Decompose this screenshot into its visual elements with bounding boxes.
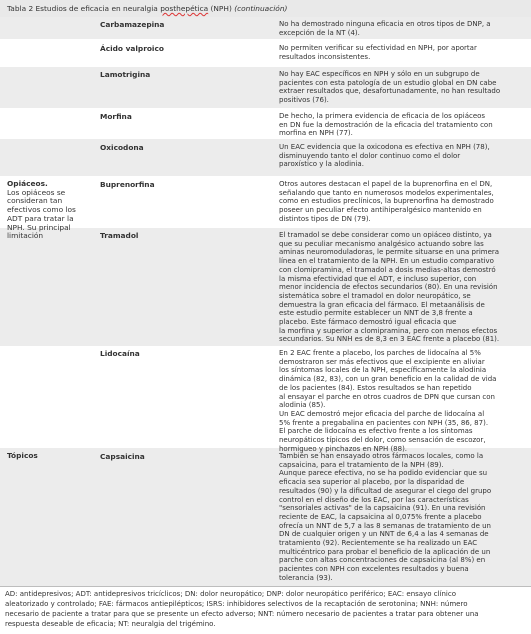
footnote-line: AD: antidepresivos; ADT: antidepresivos tricíclicos; DN: dolor neuropático; DNP: dolor neuropático periférico; EAC: ensayo clínico xyxy=(5,590,456,598)
desc-line: "sensoriales activas" de la capsaicina (91). En una revisión xyxy=(279,504,486,513)
drug-lamotrigina: Lamotrigina xyxy=(100,70,151,79)
caption-title-tail: (NPH) xyxy=(208,4,235,13)
desc-buprenorfina xyxy=(279,180,494,224)
desc-line: Un EAC demostró mejor eficacia del parche de lidocaína al xyxy=(279,409,485,418)
desc-line: hormigueo y pinchazos en NPH (88). xyxy=(279,444,408,453)
group-opiaceos-line: ADT para tratar la xyxy=(7,213,74,223)
desc-line: En 2 EAC frente a placebo, los parches de lidocaína al 5% xyxy=(279,349,481,357)
drug-buprenorfina: Buprenorfina xyxy=(100,180,155,189)
desc-line: sistemática sobre el tramadol en dolor neuropático, se xyxy=(279,291,471,300)
desc-line: paroxístico y la alodinia. xyxy=(279,160,364,169)
desc-line: poseer un peculiar efecto antihiperalgésico mantenido en xyxy=(279,206,482,215)
table-caption xyxy=(0,0,531,17)
desc-line: Otros autores destacan el papel de la buprenorfina en el DN, xyxy=(279,180,493,188)
group-opiaceos-line: NPH. Su principal xyxy=(7,222,71,232)
desc-lamotrigina xyxy=(279,70,500,105)
desc-line: distintos tipos de DN (79). xyxy=(279,214,371,223)
desc-carbamazepina xyxy=(279,20,491,37)
table-bottom-rule xyxy=(0,586,531,587)
desc-line: extraer resultados que, desafortunadamente, no han resultado xyxy=(279,87,501,96)
footnote-line: aleatorizado y controlado; FAE: fármacos antiepilépticos; ISRS: inhibidores selectivos de la recaptación de serotonina; NNH: número xyxy=(5,600,468,608)
desc-line: menor incidencia de efectos secundarios (80). En una revisión xyxy=(279,283,498,292)
desc-line: neuropáticos típicos del dolor, como sensación de escozor, xyxy=(279,436,486,445)
desc-line: demostraron ser más efectivos que el excipiente en aliviar xyxy=(279,357,485,366)
desc-capsaicina xyxy=(279,452,491,583)
desc-oxicodona xyxy=(279,143,490,169)
desc-line: resultados inconsistentes. xyxy=(279,52,371,61)
desc-line: capsaicina, para el tratamiento de la NPH (89). xyxy=(279,460,444,469)
desc-line: pacientes con NPH con excelentes resultados y buena xyxy=(279,565,469,574)
desc-line: No ha demostrado ninguna eficacia en otros tipos de DNP, a xyxy=(279,20,491,28)
desc-line: como en estudios preclínicos, la buprenorfina ha demostrado xyxy=(279,197,494,206)
group-topicos xyxy=(7,452,38,461)
desc-line: Un EAC evidencia que la oxicodona es efectiva en NPH (78), xyxy=(279,143,490,151)
group-opiaceos-line: efectivos como los xyxy=(7,205,76,215)
desc-line: Aunque parece efectiva, no se ha podido evidenciar que su xyxy=(279,469,488,478)
desc-line: eficacia sea superior al placebo, por la disparidad de xyxy=(279,478,465,487)
drug-capsaicina: Capsaicina xyxy=(100,452,145,461)
desc-line: control en el diseño de los EAC, por las características xyxy=(279,495,469,504)
desc-line: tratamiento (92). Recientemente se ha realizado un EAC xyxy=(279,539,478,548)
desc-line: disminuyendo tanto el dolor continuo como el dolor xyxy=(279,151,461,160)
desc-line: en DN fue la demostración de la eficacia del tratamiento con xyxy=(279,120,493,129)
desc-line: dinámica (82, 83), con un gran beneficio en la calidad de vida xyxy=(279,375,497,384)
group-opiaceos xyxy=(7,180,76,241)
desc-line: de los pacientes (84). Estos resultados se han repetido xyxy=(279,383,472,392)
drug-oxicodona: Oxicodona xyxy=(100,143,144,152)
footnote-line: necesario de paciente a tratar para que se presente un efecto adverso; NNT: número necesario de pacientes a tratar para obtener una xyxy=(5,610,479,618)
desc-lidocaina xyxy=(279,349,496,453)
desc-line: morfina en NPH (77). xyxy=(279,129,353,138)
desc-line: DN de cualquier origen y un NNT de 6,4 a las 4 semanas de xyxy=(279,530,489,539)
caption-title-pre: Tabla 2 Estudios de eficacia en neuralgia xyxy=(7,4,161,13)
desc-line: De hecho, la primera evidencia de eficacia de los opiáceos xyxy=(279,112,486,120)
group-opiaceos-line: Los opiáceos se xyxy=(7,187,66,197)
drug-carbamazepina: Carbamazepina xyxy=(100,20,165,29)
desc-line: resultados (90) y la dificultad de asegurar el ciego del grupo xyxy=(279,486,492,495)
desc-line: aminas neuromoduladoras, le permite situarse en una primera xyxy=(279,248,500,257)
desc-line: la morfina y superior a clomipramina, pero con menos efectos xyxy=(279,326,498,335)
group-opiaceos-title: Opiáceos. xyxy=(7,179,48,188)
caption-continuation: (continuación) xyxy=(234,4,288,13)
caption-title-post: posthepética xyxy=(160,4,209,13)
desc-line: 5% frente a pregabalina en pacientes con NPH (35, 86, 87). xyxy=(279,418,489,427)
desc-line: excepción de la NT (4). xyxy=(279,28,360,37)
desc-line: positivos (76). xyxy=(279,96,329,105)
desc-line: que su peculiar mecanismo analgésico actuando sobre las xyxy=(279,239,484,248)
footnote-line: respuesta deseable de eficacia; NT: neuralgia del trigémino. xyxy=(5,620,216,628)
desc-line: alodinia (85). xyxy=(279,401,326,410)
desc-line: señalando que tanto en numerosos modelos experimentales, xyxy=(279,188,494,197)
desc-morfina xyxy=(279,112,493,138)
desc-line: secundarios. Su NNH es de 8,3 en 3 EAC frente a placebo (81). xyxy=(279,335,500,344)
drug-tramadol: Tramadol xyxy=(100,231,139,240)
desc-line: tolerancia (93). xyxy=(279,573,333,582)
desc-line: los síntomas locales de la NPH, específicamente la alodinia xyxy=(279,366,487,375)
desc-line: El tramadol se debe considerar como un opiáceo distinto, ya xyxy=(279,231,492,239)
desc-line: placebo. Este fármaco demostró igual eficacia que xyxy=(279,318,457,327)
desc-tramadol xyxy=(279,231,499,344)
drug-morfina: Morfina xyxy=(100,112,132,121)
group-topicos-title: Tópicos xyxy=(7,451,38,460)
desc-line: demuestra la gran eficacia del fármaco. El metaanálisis de xyxy=(279,300,485,309)
desc-line: multicéntrico para probar el beneficio de la aplicación de un xyxy=(279,547,491,556)
table-footnote xyxy=(5,589,479,629)
desc-acido-valproico xyxy=(279,44,477,61)
desc-line: al ensayar el parche en otros cuadros de DPN que cursan con xyxy=(279,392,495,401)
desc-line: ofrecía un NNT de 5,7 a las 8 semanas de tratamiento de un xyxy=(279,521,491,530)
desc-line: con clomipramina, el tramadol a dosis medias-altas demostró xyxy=(279,265,496,274)
desc-line: este estudio permite establecer un NNT de 3,8 frente a xyxy=(279,309,473,318)
desc-line: línea en el tratamiento de la NPH. En un estudio comparativo xyxy=(279,257,494,266)
desc-line: No permiten verificar su efectividad en NPH, por aportar xyxy=(279,44,477,52)
desc-line: la misma efectividad que el ADT, e incluso superior, con xyxy=(279,274,477,283)
desc-line: El parche de lidocaína es efectivo frente a los síntomas xyxy=(279,427,473,436)
group-opiaceos-line: limitación xyxy=(7,231,44,241)
drug-acido-valproico: Ácido valproico xyxy=(100,44,164,53)
desc-line: reciente de EAC, la capsaicina al 0,075% frente a placebo xyxy=(279,512,482,521)
desc-line: parche con altas concentraciones de capsaicina (al 8%) en xyxy=(279,556,486,565)
desc-line: También se han ensayado otros fármacos locales, como la xyxy=(279,452,484,460)
desc-line: pacientes con esta patología de un estudio global en DN cabe xyxy=(279,78,497,87)
drug-lidocaina: Lidocaína xyxy=(100,349,140,358)
desc-line: No hay EAC específicos en NPH y sólo en un subgrupo de xyxy=(279,70,480,78)
group-opiaceos-line: consideran tan xyxy=(7,196,63,206)
